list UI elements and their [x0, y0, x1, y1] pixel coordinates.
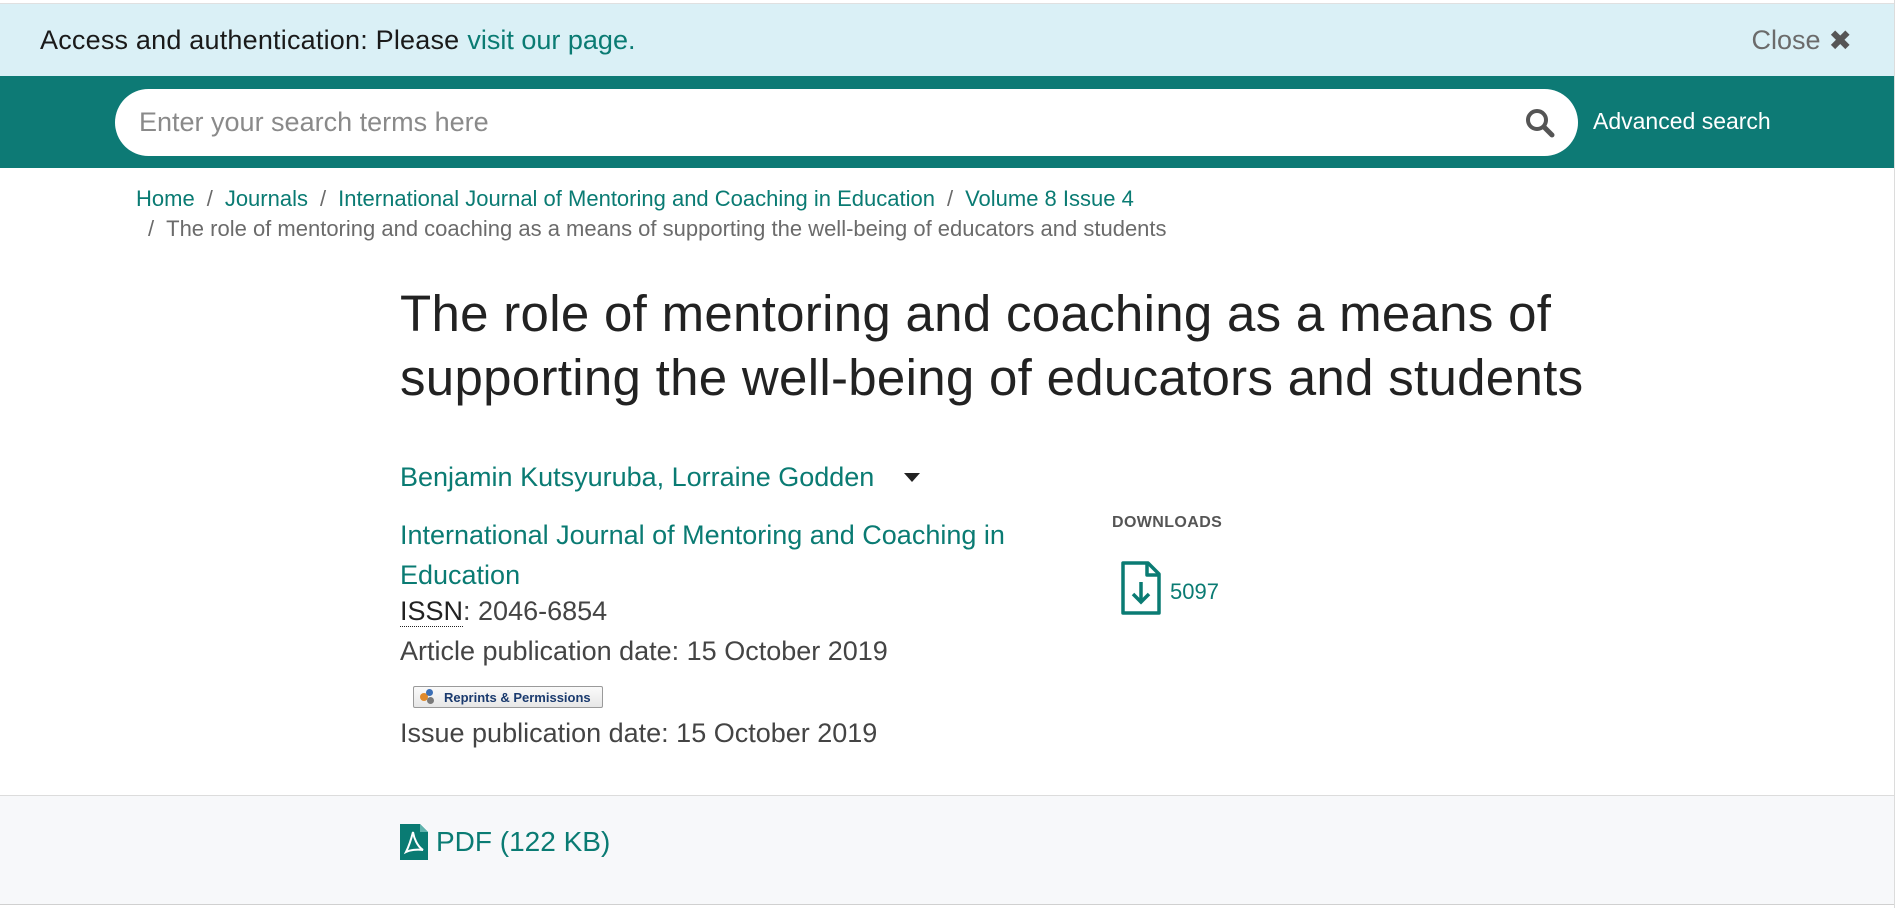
access-banner	[0, 4, 1894, 76]
breadcrumb	[136, 184, 1536, 244]
article-title: The role of mentoring and coaching as a means of supporting the well-being of educators and students	[400, 285, 1584, 406]
authors-row	[400, 462, 920, 493]
breadcrumb-separator: /	[319, 186, 327, 211]
breadcrumb-journal[interactable]: International Journal of Mentoring and Coaching in Education	[338, 186, 935, 211]
advanced-search-link[interactable]: Advanced search	[1593, 108, 1771, 134]
reprints-permissions-button[interactable]	[413, 686, 603, 708]
close-banner-button[interactable]	[1752, 24, 1853, 57]
breadcrumb-separator: /	[206, 186, 213, 211]
search-icon[interactable]	[1524, 107, 1556, 139]
breadcrumb-line-1	[136, 184, 1536, 214]
close-label: Close	[1751, 25, 1821, 55]
downloads-stat	[1120, 560, 1219, 616]
window-right-edge	[1894, 0, 1900, 908]
breadcrumb-home[interactable]: Home	[136, 186, 195, 211]
issue-publication-date: Issue publication date: 15 October 2019	[400, 718, 878, 748]
issn	[400, 596, 607, 627]
downloads-label: DOWNLOADS	[1112, 514, 1223, 531]
issn-value: : 2046-6854	[463, 596, 608, 626]
access-banner-text: Access and authentication: Please	[40, 24, 460, 55]
breadcrumb-separator: /	[148, 216, 155, 241]
search-box	[115, 89, 1578, 156]
breadcrumb-line-2	[148, 214, 1536, 244]
article-publication-date: Article publication date: 15 October 2019	[400, 636, 888, 666]
reprints-icon	[420, 689, 436, 705]
search-bar	[0, 76, 1894, 168]
pdf-label: PDF (122 KB)	[436, 826, 611, 857]
journal-link[interactable]: International Journal of Mentoring and Coaching in Education	[400, 520, 1005, 590]
chevron-down-icon[interactable]	[904, 473, 920, 482]
breadcrumb-volume[interactable]: Volume 8 Issue 4	[965, 186, 1134, 211]
issn-label: ISSN	[400, 596, 464, 626]
breadcrumb-current: The role of mentoring and coaching as a means of supporting the well-being of educators and students	[166, 216, 1167, 241]
reprints-label: Reprints & Permissions	[444, 689, 591, 705]
authors-link[interactable]: Benjamin Kutsyuruba, Lorraine Godden	[400, 462, 875, 492]
downloads-count: 5097	[1170, 579, 1219, 604]
pdf-download-link[interactable]	[400, 824, 610, 860]
close-icon: ✖	[1828, 25, 1852, 56]
breadcrumb-journals[interactable]: Journals	[224, 186, 308, 211]
file-download-icon	[1120, 560, 1162, 616]
pdf-bar	[0, 795, 1894, 905]
pdf-icon	[400, 824, 428, 860]
visit-page-link[interactable]: visit our page.	[467, 24, 636, 55]
search-input[interactable]	[137, 103, 1497, 143]
breadcrumb-separator: /	[946, 186, 954, 211]
